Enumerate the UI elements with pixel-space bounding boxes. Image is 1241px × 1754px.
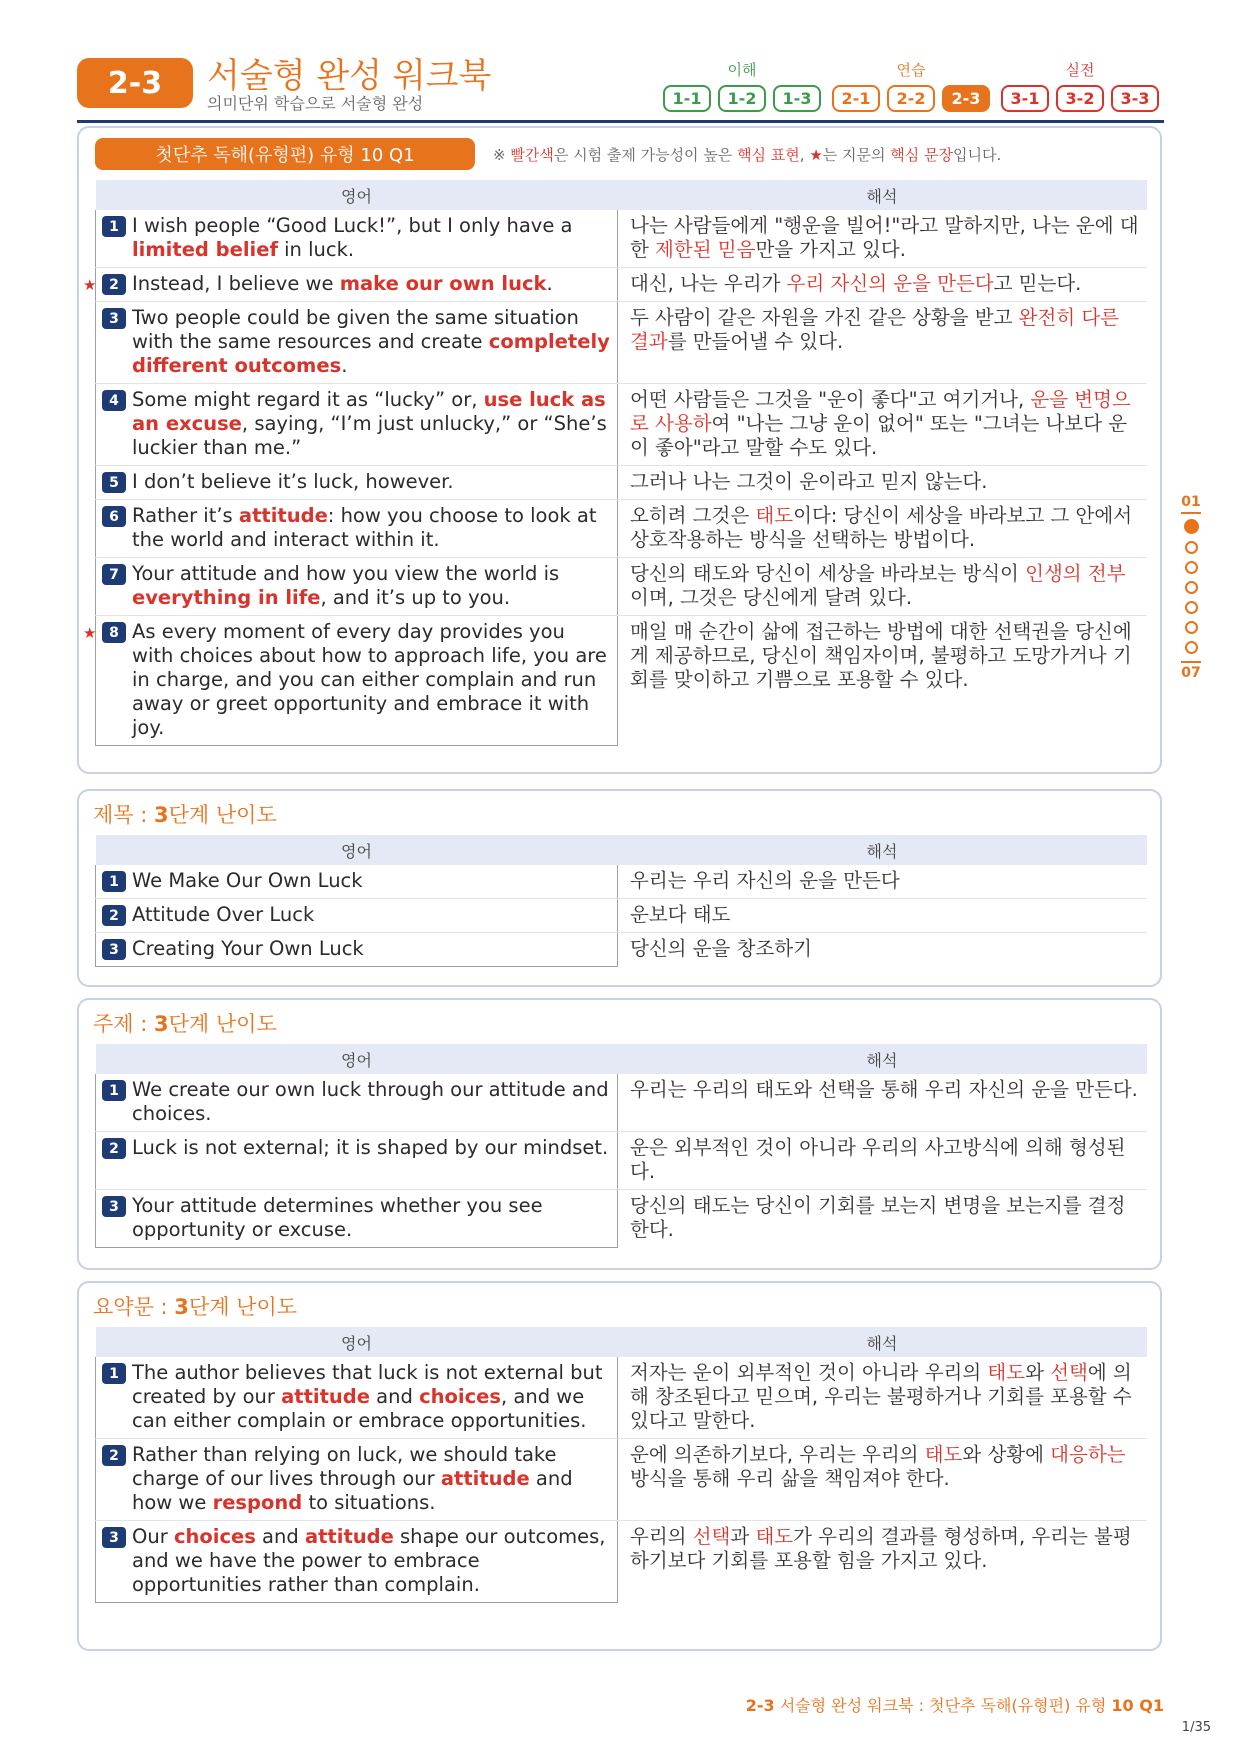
- page-dot-icon[interactable]: [1185, 621, 1198, 634]
- passage-table: [83, 180, 1147, 746]
- korean-cell: 우리는 우리의 태도와 선택을 통해 우리 자신의 운을 만든다.: [618, 1074, 1147, 1132]
- english-cell: 3 Your attitude determines whether you see opportunity or excuse.: [96, 1190, 618, 1248]
- step-2-2[interactable]: 2-2: [887, 85, 935, 112]
- page-dot-icon[interactable]: [1185, 601, 1198, 614]
- sentence-number-badge: 1: [102, 216, 126, 237]
- english-cell: 6 Rather it’s attitude: how you choose to look at the world and interact within it.: [96, 500, 618, 558]
- title-table: [95, 835, 1147, 967]
- table-row: [96, 933, 1147, 967]
- page-dot-icon[interactable]: [1185, 561, 1198, 574]
- table-row: [96, 865, 1147, 899]
- sentence-number-badge: 5: [102, 472, 126, 493]
- sentence-number-badge: 2: [102, 274, 126, 295]
- category-real: 실전: [1065, 61, 1095, 79]
- title-section: [77, 789, 1162, 987]
- passage-pill: 첫단추 독해(유형편) 유형 10 Q1: [95, 138, 475, 170]
- col-english: 영어: [96, 1044, 618, 1074]
- page-dot-icon[interactable]: [1185, 641, 1198, 654]
- english-cell: 3 Creating Your Own Luck: [96, 933, 618, 967]
- step-2-1[interactable]: 2-1: [832, 85, 880, 112]
- sentence-number-badge: 3: [102, 1196, 126, 1217]
- english-cell: ★ 2 Instead, I believe we make our own luck.: [96, 268, 618, 302]
- korean-cell: 오히려 그것은 태도이다: 당신이 세상을 바라보고 그 안에서 상호작용하는 방식을 선택하는 방법이다.: [618, 500, 1147, 558]
- table-row: [96, 1132, 1147, 1190]
- page-number: 1/35: [1181, 1720, 1211, 1735]
- sentence-number-badge: 3: [102, 308, 126, 329]
- sentence-number-badge: 2: [102, 1138, 126, 1159]
- sentence-number-badge: 2: [102, 905, 126, 926]
- sentence-number-badge: 3: [102, 1527, 126, 1548]
- header-divider: [77, 120, 1164, 123]
- sentence-number-badge: 2: [102, 1445, 126, 1466]
- english-cell: 4 Some might regard it as “lucky” or, use luck as an excuse, saying, “I’m just unlucky,” or “She’s luckier than me.”: [96, 384, 618, 466]
- category-practice: 연습: [896, 61, 926, 79]
- english-cell: 2 Luck is not external; it is shaped by our mindset.: [96, 1132, 618, 1190]
- topic-table: [95, 1044, 1147, 1248]
- english-cell: 2 Attitude Over Luck: [96, 899, 618, 933]
- korean-cell: 두 사람이 같은 자원을 가진 같은 상황을 받고 완전히 다른 결과를 만들어낼 수 있다.: [618, 302, 1147, 384]
- page-title: 서술형 완성 워크북: [207, 56, 492, 96]
- korean-cell: 우리는 우리 자신의 운을 만든다: [618, 865, 1147, 899]
- korean-cell: 당신의 태도와 당신이 세상을 바라보는 방식이 인생의 전부이며, 그것은 당신에게 달려 있다.: [618, 558, 1147, 616]
- col-korean: 해석: [618, 1327, 1147, 1357]
- page-dot-icon[interactable]: [1185, 541, 1198, 554]
- english-cell: 5 I don’t believe it’s luck, however.: [96, 466, 618, 500]
- col-korean: 해석: [618, 835, 1147, 865]
- legend-note: ※ 빨간색은 시험 출제 가능성이 높은 핵심 표현, ★는 지문의 핵심 문장입니다.: [493, 146, 1002, 164]
- page-subtitle: 의미단위 학습으로 서술형 완성: [207, 94, 424, 113]
- table-row: [96, 466, 1147, 500]
- korean-cell: 나는 사람들에게 "행운을 빌어!"라고 말하지만, 나는 운에 대한 제한된 믿음만을 가지고 있다.: [618, 210, 1147, 268]
- sentence-number-badge: 6: [102, 506, 126, 527]
- table-row: [96, 1439, 1147, 1521]
- table-row: [96, 500, 1147, 558]
- korean-cell: 당신의 태도는 당신이 기회를 보는지 변명을 보는지를 결정한다.: [630, 1194, 1126, 1241]
- sentence-number-badge: 1: [102, 1080, 126, 1101]
- korean-cell: 운보다 태도: [618, 899, 1147, 933]
- sentence-number-badge: 3: [102, 939, 126, 960]
- table-row: [96, 1074, 1147, 1132]
- korean-cell: 당신의 운을 창조하기: [630, 937, 812, 960]
- title-section-heading: 제목 : 3단계 난이도: [93, 803, 277, 827]
- page-dot-icon[interactable]: [1185, 581, 1198, 594]
- summary-table: [95, 1327, 1147, 1603]
- col-english: 영어: [96, 1327, 618, 1357]
- table-row: [96, 1190, 1147, 1248]
- english-cell: 7 Your attitude and how you view the world is everything in life, and it’s up to you.: [96, 558, 618, 616]
- sentence-number-badge: 1: [102, 1363, 126, 1384]
- side-nav-end: 07: [1181, 665, 1201, 681]
- sentence-number-badge: 4: [102, 390, 126, 411]
- korean-cell: 저자는 운이 외부적인 것이 아니라 우리의 태도와 선택에 의해 창조된다고 믿으며, 우리는 불평하거나 기회를 포용할 수 있다고 말한다.: [618, 1357, 1147, 1439]
- step-3-2[interactable]: 3-2: [1056, 85, 1104, 112]
- english-cell: 2 Rather than relying on luck, we should take charge of our lives through our attitude and how we respond to situations.: [96, 1439, 618, 1521]
- step-1-2[interactable]: 1-2: [718, 85, 766, 112]
- step-3-1[interactable]: 3-1: [1001, 85, 1049, 112]
- topic-section-heading: 주제 : 3단계 난이도: [93, 1012, 277, 1036]
- korean-cell: 대신, 나는 우리가 우리 자신의 운을 만든다고 믿는다.: [618, 268, 1147, 302]
- table-row: [96, 899, 1147, 933]
- side-nav-start: 01: [1181, 494, 1201, 510]
- korean-cell: 운에 의존하기보다, 우리는 우리의 태도와 상황에 대응하는 방식을 통해 우리 삶을 책임져야 한다.: [618, 1439, 1147, 1521]
- col-english: 영어: [96, 835, 618, 865]
- summary-section: [77, 1281, 1162, 1651]
- footer-title: 2-3 서술형 완성 워크북 : 첫단추 독해(유형편) 유형 10 Q1: [745, 1696, 1164, 1715]
- english-cell: 1 We Make Our Own Luck: [96, 865, 618, 899]
- english-cell: 3 Our choices and attitude shape our outcomes, and we have the power to embrace opportunities rather than complain.: [96, 1521, 618, 1603]
- sentence-number-badge: 7: [102, 564, 126, 585]
- step-3-3[interactable]: 3-3: [1111, 85, 1159, 112]
- topic-section: [77, 998, 1162, 1270]
- table-row: [96, 1357, 1147, 1439]
- col-english: 영어: [96, 180, 618, 210]
- table-row: [96, 384, 1147, 466]
- table-row: [96, 302, 1147, 384]
- col-korean: 해석: [618, 180, 1147, 210]
- sentence-number-badge: 8: [102, 622, 126, 643]
- category-understand: 이해: [727, 61, 757, 79]
- english-cell: 3 Two people could be given the same situation with the same resources and create completely different outcomes.: [96, 302, 618, 384]
- korean-cell: 매일 매 순간이 삶에 접근하는 방법에 대한 선택권을 당신에게 제공하므로, 당신이 책임자이며, 불평하고 도망가거나 기회를 맞이하고 기쁨으로 포용할 수 있다.: [630, 620, 1132, 691]
- step-1-1[interactable]: 1-1: [663, 85, 711, 112]
- table-row: [96, 210, 1147, 268]
- english-cell: 1 We create our own luck through our attitude and choices.: [96, 1074, 618, 1132]
- unit-badge: 2-3: [77, 58, 193, 108]
- english-cell: 1 I wish people “Good Luck!”, but I only have a limited belief in luck.: [96, 210, 618, 268]
- korean-cell: 우리의 선택과 태도가 우리의 결과를 형성하며, 우리는 불평하기보다 기회를 포용할 힘을 가지고 있다.: [630, 1525, 1132, 1572]
- sentence-number-badge: 1: [102, 871, 126, 892]
- passage-section: [77, 126, 1162, 774]
- summary-section-heading: 요약문 : 3단계 난이도: [93, 1295, 298, 1319]
- step-1-3[interactable]: 1-3: [773, 85, 821, 112]
- korean-cell: 운은 외부적인 것이 아니라 우리의 사고방식에 의해 형성된다.: [618, 1132, 1147, 1190]
- table-row: [96, 1521, 1147, 1603]
- side-nav: [1178, 494, 1204, 681]
- star-icon: ★: [83, 276, 97, 294]
- korean-cell: 그러나 나는 그것이 운이라고 믿지 않는다.: [618, 466, 1147, 500]
- star-icon: ★: [83, 624, 97, 642]
- english-cell: 1 The author believes that luck is not external but created by our attitude and choices, and we can either complain or embrace opportunities.: [96, 1357, 618, 1439]
- table-row: [96, 268, 1147, 302]
- table-row: [96, 558, 1147, 616]
- page-dot-icon[interactable]: [1184, 519, 1199, 534]
- korean-cell: 어떤 사람들은 그것을 "운이 좋다"고 여기거나, 운을 변명으로 사용하여 "나는 그냥 운이 없어" 또는 "그녀는 나보다 운이 좋아"라고 말할 수도 있다.: [618, 384, 1147, 466]
- table-row: [96, 616, 1147, 746]
- step-2-3[interactable]: 2-3: [942, 85, 990, 112]
- col-korean: 해석: [618, 1044, 1147, 1074]
- english-cell: ★ 8 As every moment of every day provides you with choices about how to approach life, you are in charge, and you can either complain and run away or greet opportunity and embrace it with joy.: [96, 616, 618, 746]
